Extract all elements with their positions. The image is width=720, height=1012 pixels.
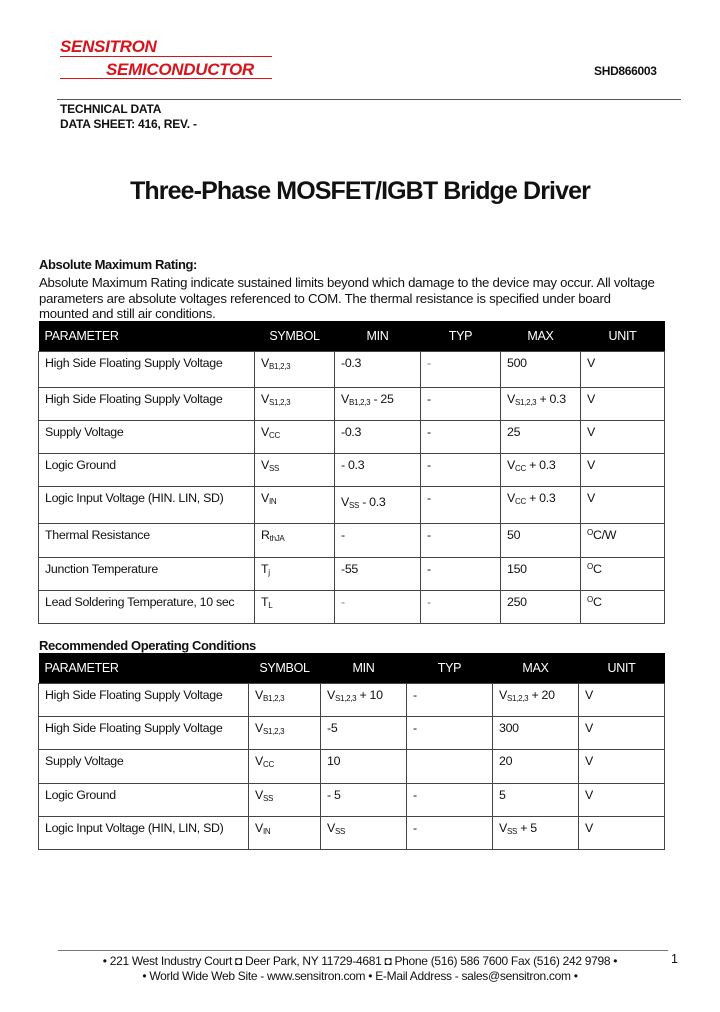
page-title: Three-Phase MOSFET/IGBT Bridge Driver [130,177,590,205]
table-row [39,352,665,388]
footer-address: • 221 West Industry Court ◘ Deer Park, NY 11729-4681 ◘ Phone (516) 586 7600 Fax (516) 242 9798 • [102,954,618,968]
abs-max-table [38,321,665,624]
min-cell: - [335,524,421,558]
unit-cell: V [579,817,665,850]
table-row [39,591,665,624]
param-cell: High Side Floating Supply Voltage [39,352,255,388]
rec-op-header-row [39,653,665,684]
typ-cell: - [407,684,493,717]
max-cell: $V_{S1,2,3} + 20$ [493,684,579,717]
abs-max-title: Absolute Maximum Rating: [39,257,197,272]
table-row [39,421,665,454]
max-cell: 300 [493,717,579,750]
col-header-symbol: SYMBOL [255,321,335,352]
min-cell: $V_{SS}$ [321,817,407,850]
col-header-parameter: PARAMETER [39,653,249,684]
min-cell: $V_{SS} - 0.3$ [335,487,421,524]
max-cell: $V_{SS} + 5$ [493,817,579,850]
symbol-cell: $T_L$ [255,591,335,624]
rec-op-table [38,653,665,850]
typ-cell: - [407,717,493,750]
param-cell: High Side Floating Supply Voltage [39,388,255,421]
symbol-cell: $V_{IN}$ [249,817,321,850]
typ-cell: - [421,487,501,524]
table-row [39,817,665,850]
col-header-min: MIN [321,653,407,684]
param-cell: Junction Temperature [39,558,255,591]
table-row [39,558,665,591]
symbol-cell: $R_{thJA}$ [255,524,335,558]
max-cell: 50 [501,524,581,558]
symbol-cell: $V_{SS}$ [255,454,335,487]
unit-cell: V [579,750,665,784]
max-cell: 150 [501,558,581,591]
header-divider [57,99,681,100]
col-header-typ: TYP [407,653,493,684]
max-cell: 5 [493,784,579,817]
doc-info-line1: TECHNICAL DATA [60,102,162,116]
min-cell: 10 [321,750,407,784]
typ-cell [407,750,493,784]
min-cell: $V_{S1,2,3} + 10$ [321,684,407,717]
min-cell: -55 [335,558,421,591]
col-header-parameter: PARAMETER [39,321,255,352]
logo-line2: SEMICONDUCTOR [106,60,254,79]
max-cell: $V_{CC} + 0.3$ [501,454,581,487]
table-row [39,750,665,784]
unit-cell: V [581,421,665,454]
symbol-cell: $V_{B1,2,3}$ [249,684,321,717]
unit-cell: V [579,717,665,750]
max-cell: 25 [501,421,581,454]
typ-cell: - [421,388,501,421]
col-header-typ: TYP [421,321,501,352]
typ-cell: - [421,352,501,388]
part-number: SHD866003 [594,64,657,78]
unit-cell: $^O$C [581,591,665,624]
table-row [39,454,665,487]
symbol-cell: $V_{CC}$ [249,750,321,784]
min-cell: -0.3 [335,421,421,454]
unit-cell: V [581,487,665,524]
col-header-min: MIN [335,321,421,352]
symbol-cell: $V_{CC}$ [255,421,335,454]
typ-cell: - [421,591,501,624]
col-header-unit: UNIT [579,653,665,684]
col-header-max: MAX [501,321,581,352]
param-cell: Supply Voltage [39,421,255,454]
footer-contact: • World Wide Web Site - www.sensitron.com • E-Mail Address - sales@sensitron.com • [142,969,578,983]
symbol-cell: $T_j$ [255,558,335,591]
max-cell: $V_{CC} + 0.3$ [501,487,581,524]
unit-cell: V [579,784,665,817]
unit-cell: $^O$C [581,558,665,591]
param-cell: Logic Ground [39,784,249,817]
max-cell: 250 [501,591,581,624]
logo-rule-bottom [60,78,272,79]
param-cell: High Side Floating Supply Voltage [39,684,249,717]
col-header-symbol: SYMBOL [249,653,321,684]
min-cell: -0.3 [335,352,421,388]
symbol-cell: $V_{B1,2,3}$ [255,352,335,388]
page-number: 1 [671,952,678,966]
param-cell: Supply Voltage [39,750,249,784]
symbol-cell: $V_{S1,2,3}$ [249,717,321,750]
max-cell: $V_{S1,2,3} + 0.3$ [501,388,581,421]
table-row [39,717,665,750]
unit-cell: $^O$C/W [581,524,665,558]
abs-max-description: Absolute Maximum Rating indicate sustained limits beyond which damage to the device may occur. All voltage parameters are absolute voltages referenced to COM. The thermal resistance is specified under board mounted and still air conditions. [39,275,655,321]
footer-divider [58,950,668,951]
table-row [39,487,665,524]
param-cell: High Side Floating Supply Voltage [39,717,249,750]
table-row [39,388,665,421]
param-cell: Thermal Resistance [39,524,255,558]
min-cell: $V_{B1,2,3} - 25$ [335,388,421,421]
typ-cell: - [421,558,501,591]
max-cell: 500 [501,352,581,388]
rec-op-title: Recommended Operating Conditions [39,638,256,653]
typ-cell: - [407,784,493,817]
logo-rule-top [60,56,272,57]
unit-cell: V [581,352,665,388]
unit-cell: V [581,454,665,487]
col-header-unit: UNIT [581,321,665,352]
symbol-cell: $V_{IN}$ [255,487,335,524]
abs-max-header-row [39,321,665,352]
symbol-cell: $V_{SS}$ [249,784,321,817]
doc-info-line2: DATA SHEET: 416, REV. - [60,117,197,131]
unit-cell: V [579,684,665,717]
min-cell: -5 [321,717,407,750]
table-row [39,524,665,558]
unit-cell: V [581,388,665,421]
param-cell: Logic Ground [39,454,255,487]
col-header-max: MAX [493,653,579,684]
max-cell: 20 [493,750,579,784]
typ-cell: - [421,524,501,558]
param-cell: Logic Input Voltage (HIN. LIN, SD) [39,487,255,524]
min-cell: - [335,591,421,624]
param-cell: Logic Input Voltage (HIN, LIN, SD) [39,817,249,850]
table-row [39,684,665,717]
typ-cell: - [421,454,501,487]
typ-cell: - [421,421,501,454]
table-row [39,784,665,817]
param-cell: Lead Soldering Temperature, 10 sec [39,591,255,624]
min-cell: - 0.3 [335,454,421,487]
logo-line1: SENSITRON [60,37,157,56]
symbol-cell: $V_{S1,2,3}$ [255,388,335,421]
typ-cell: - [407,817,493,850]
min-cell: - 5 [321,784,407,817]
